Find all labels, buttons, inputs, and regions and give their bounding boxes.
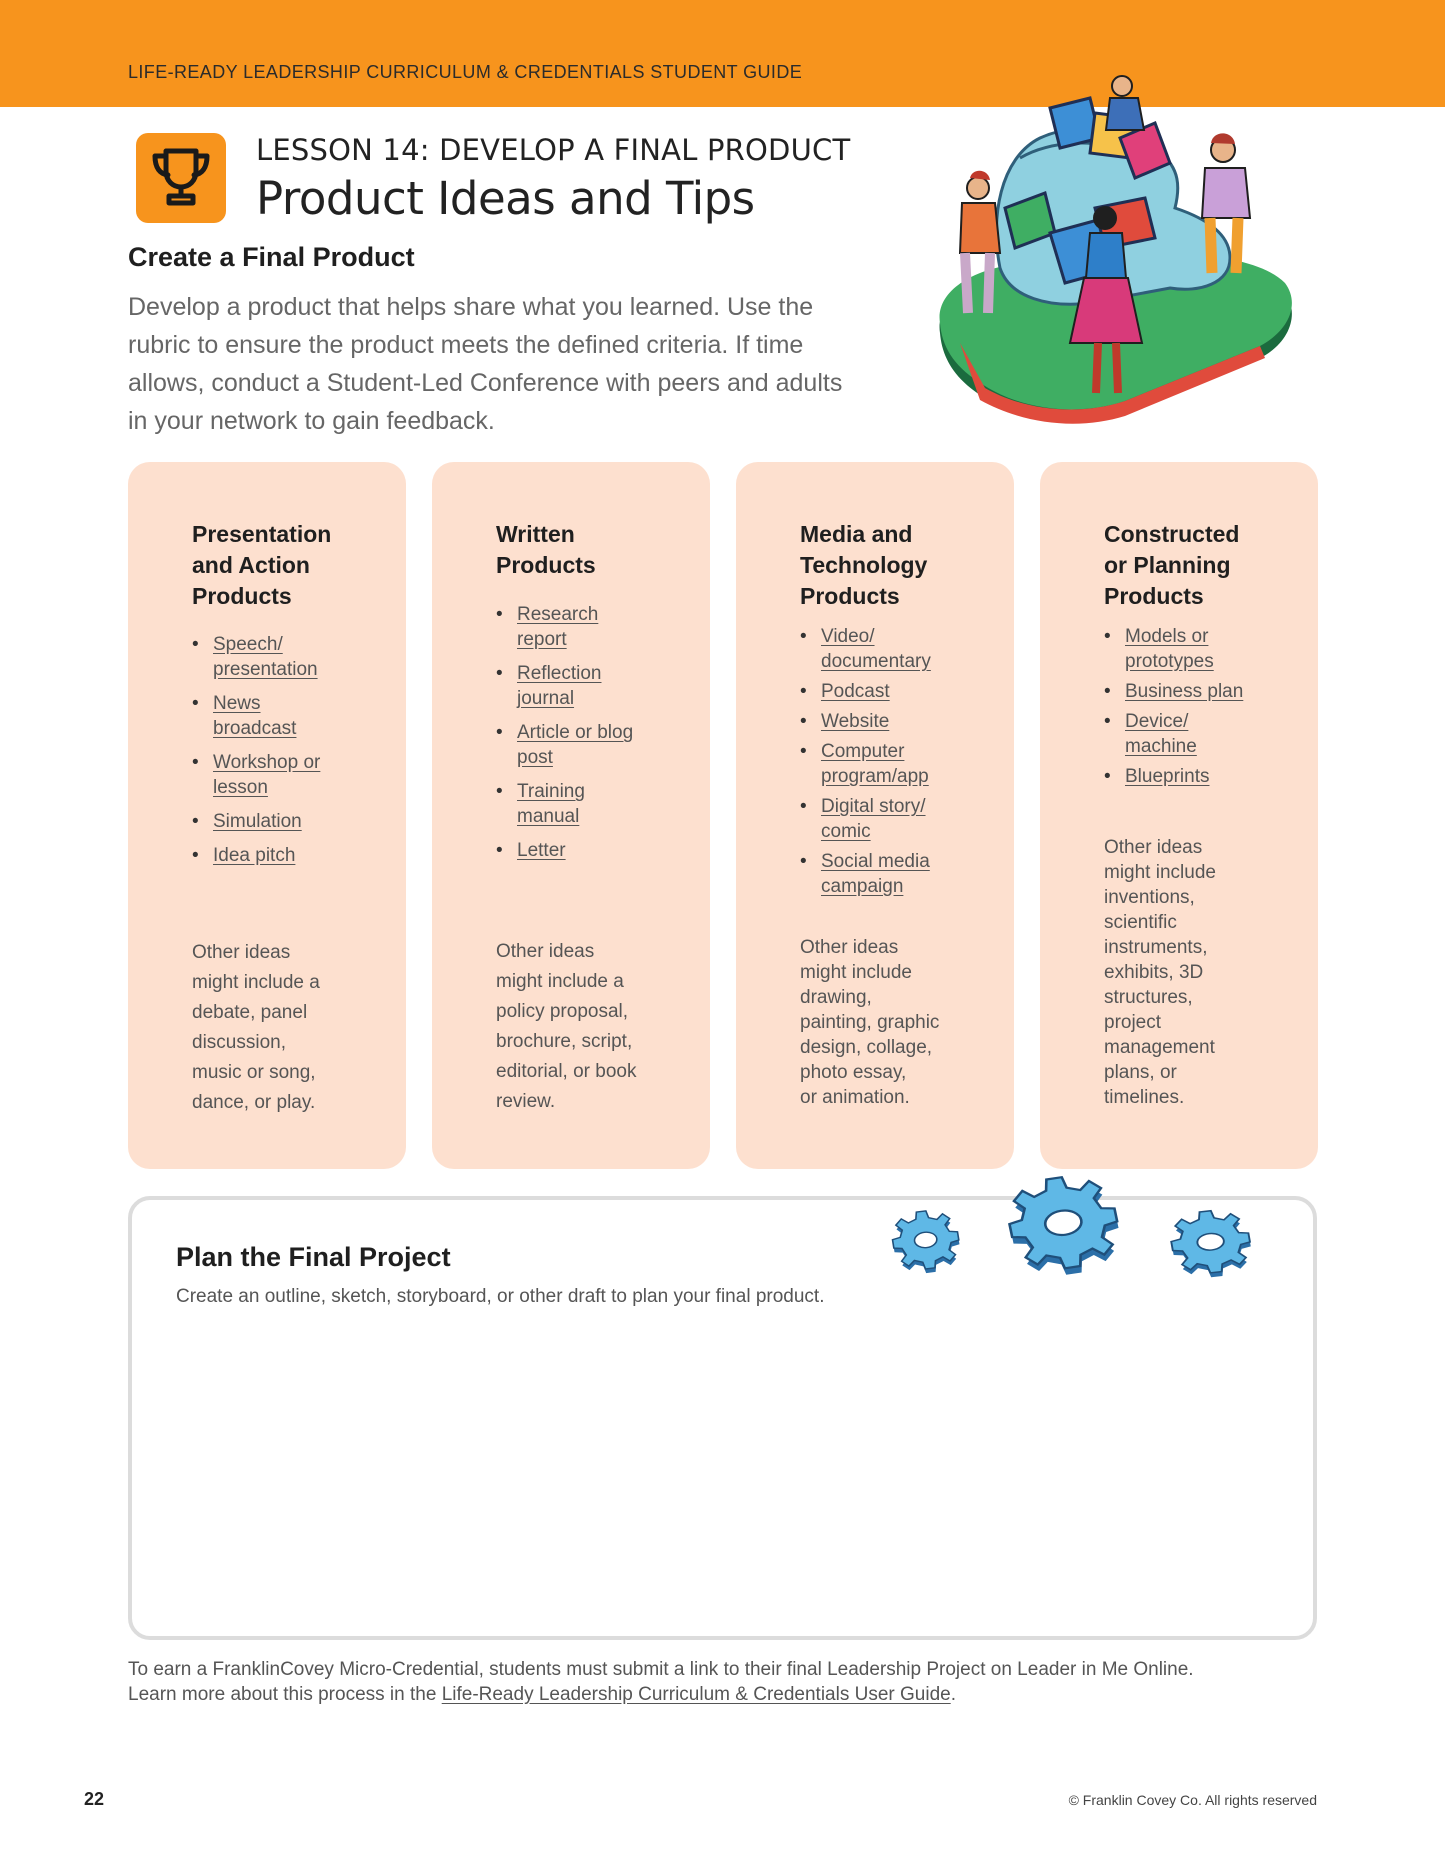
list-item[interactable]: • Podcast bbox=[800, 679, 1000, 704]
plan-instructions: Create an outline, sketch, storyboard, or other draft to plan your final product. bbox=[176, 1286, 825, 1307]
card-title: Media and Technology Products bbox=[800, 521, 928, 609]
card-other-ideas: Other ideas might include a debate, panel discussion, music or song, dance, or play. bbox=[192, 942, 320, 1113]
card-other-ideas: Other ideas might include inventions, scientific instruments, exhibits, 3D structures, project management plans, or timelines. bbox=[1104, 837, 1216, 1108]
copyright: © Franklin Covey Co. All rights reserved bbox=[1068, 1792, 1317, 1808]
card-other-ideas: Other ideas might include a policy proposal, brochure, script, editorial, or book review. bbox=[496, 941, 637, 1112]
list-item[interactable]: • Website bbox=[800, 709, 1000, 734]
page-title: Product Ideas and Tips bbox=[256, 172, 755, 225]
list-item[interactable]: • Device/ machine bbox=[1104, 709, 1304, 759]
gears-icon bbox=[886, 1172, 1266, 1302]
list-item[interactable]: • Video/ documentary bbox=[800, 624, 1000, 674]
list-item[interactable]: • Article or blog post bbox=[496, 720, 696, 770]
trophy-icon bbox=[136, 133, 226, 223]
card-list bbox=[1104, 624, 1304, 794]
lesson-label: LESSON 14: DEVELOP A FINAL PRODUCT bbox=[256, 133, 851, 167]
list-item[interactable]: • Business plan bbox=[1104, 679, 1304, 704]
card-title: Constructed or Planning Products bbox=[1104, 521, 1240, 609]
credential-footnote: To earn a FranklinCovey Micro-Credential, students must submit a link to their final Leadership Project on Leader in Me Online. Learn more about this process in the Life-Ready Leadership Curriculum & Credentials User Guide. bbox=[128, 1659, 1194, 1705]
card-title: Presentation and Action Products bbox=[192, 521, 332, 609]
puzzle-illustration bbox=[930, 68, 1300, 438]
guide-title: LIFE-READY LEADERSHIP CURRICULUM & CREDENTIALS STUDENT GUIDE bbox=[128, 62, 803, 82]
card-constructed-planning-products bbox=[1040, 462, 1318, 1169]
list-item[interactable]: • Training manual bbox=[496, 779, 696, 829]
list-item[interactable]: • Simulation bbox=[192, 809, 392, 834]
list-item[interactable]: • Speech/ presentation bbox=[192, 632, 392, 682]
list-item[interactable]: • Idea pitch bbox=[192, 843, 392, 868]
card-presentation-products bbox=[128, 462, 406, 1169]
list-item[interactable]: • Digital story/ comic bbox=[800, 794, 1000, 844]
list-item[interactable]: • Blueprints bbox=[1104, 764, 1304, 789]
card-other-ideas: Other ideas might include drawing, painting, graphic design, collage, photo essay, or animation. bbox=[800, 937, 940, 1108]
card-list bbox=[496, 602, 696, 872]
card-list bbox=[800, 624, 1000, 904]
user-guide-link[interactable]: Life-Ready Leadership Curriculum & Credentials User Guide bbox=[441, 1684, 951, 1705]
list-item[interactable]: • Research report bbox=[496, 602, 696, 652]
list-item[interactable]: • Reflection journal bbox=[496, 661, 696, 711]
list-item[interactable]: • Letter bbox=[496, 838, 696, 863]
card-written-products bbox=[432, 462, 710, 1169]
card-media-technology-products bbox=[736, 462, 1014, 1169]
create-heading: Create a Final Product bbox=[128, 242, 415, 272]
list-item[interactable]: • Computer program/app bbox=[800, 739, 1000, 789]
list-item[interactable]: • Workshop or lesson bbox=[192, 750, 392, 800]
card-list bbox=[192, 632, 392, 877]
list-item[interactable]: • Models or prototypes bbox=[1104, 624, 1304, 674]
intro-text: Develop a product that helps share what you learned. Use the rubric to ensure the product meets the defined criteria. If time allows, conduct a Student-Led Conference with peers and adults in your network to gain feedback. bbox=[128, 293, 843, 435]
card-title: Written Products bbox=[496, 521, 596, 578]
plan-heading: Plan the Final Project bbox=[176, 1242, 451, 1272]
page-number: 22 bbox=[84, 1789, 105, 1809]
list-item[interactable]: • News broadcast bbox=[192, 691, 392, 741]
list-item[interactable]: • Social media campaign bbox=[800, 849, 1000, 899]
